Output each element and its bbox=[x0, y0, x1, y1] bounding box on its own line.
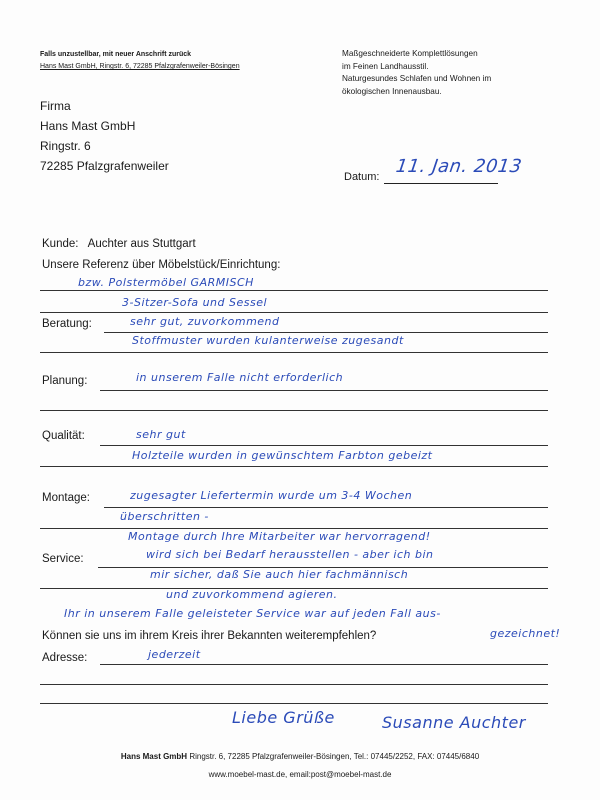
recommend-label: Können sie uns im ihrem Kreis ihrer Bekannten weiterempfehlen? bbox=[42, 630, 377, 642]
customer-label bbox=[42, 238, 196, 250]
consulting-value: Stoffmuster wurden kulanterweise zugesandt bbox=[132, 334, 404, 347]
greeting: Liebe Grüße bbox=[232, 708, 335, 727]
date-value: 11. Jan. 2013 bbox=[394, 156, 524, 177]
consulting-label: Beratung: bbox=[42, 318, 92, 330]
reference-value: bzw. Polstermöbel GARMISCH bbox=[78, 276, 254, 289]
form-rule bbox=[40, 528, 548, 529]
service-value: und zuvorkommend agieren. bbox=[166, 588, 338, 601]
date-rule bbox=[384, 183, 498, 184]
tagline-line: Naturgesundes Schlafen und Wohnen im bbox=[342, 74, 492, 83]
service-label: Service: bbox=[42, 553, 84, 565]
form-rule bbox=[40, 703, 548, 704]
tagline-line: Maßgeschneiderte Komplettlösungen bbox=[342, 49, 478, 58]
return-address: Hans Mast GmbH, Ringstr. 6, 72285 Pfalzgrafenweiler-Bösingen bbox=[40, 63, 240, 70]
customer-label-text: Kunde: bbox=[42, 238, 79, 250]
summary-value: gezeichnet! bbox=[490, 627, 561, 640]
quality-value: sehr gut bbox=[136, 428, 186, 441]
reference-value: 3-Sitzer-Sofa und Sessel bbox=[122, 296, 268, 309]
footer-address: Ringstr. 6, 72285 Pfalzgrafenweiler-Bösingen, Tel.: 07445/2252, FAX: 07445/6840 bbox=[189, 752, 480, 761]
footer-company: Hans Mast GmbH bbox=[120, 752, 188, 761]
form-rule bbox=[100, 664, 548, 665]
recipient-address bbox=[40, 96, 169, 176]
quality-value: Holzteile wurden in gewünschtem Farbton gebeizt bbox=[132, 449, 433, 462]
address-label: Adresse: bbox=[42, 652, 88, 664]
form-rule bbox=[40, 312, 548, 313]
form-rule bbox=[104, 332, 548, 333]
reference-label: Unsere Referenz über Möbelstück/Einrichtung: bbox=[42, 259, 281, 271]
recipient-line: Firma bbox=[40, 99, 71, 113]
tagline bbox=[342, 48, 491, 98]
form-rule bbox=[40, 466, 548, 467]
customer-value: Auchter aus Stuttgart bbox=[87, 238, 196, 250]
service-value: mir sicher, daß Sie auch hier fachmännisch bbox=[150, 568, 409, 581]
footer-company-line bbox=[0, 752, 600, 761]
form-rule bbox=[104, 507, 548, 508]
footer-web: www.moebel-mast.de, email:post@moebel-mast.de bbox=[208, 770, 392, 779]
recipient-line: Ringstr. 6 bbox=[40, 139, 91, 153]
return-note: Falls unzustellbar, mit neuer Anschrift zurück bbox=[40, 51, 192, 58]
assembly-value: überschritten - bbox=[120, 510, 209, 523]
form-rule bbox=[100, 390, 548, 391]
assembly-label: Montage: bbox=[42, 492, 90, 504]
form-rule bbox=[40, 290, 548, 291]
form-rule bbox=[40, 410, 548, 411]
signature: Susanne Auchter bbox=[382, 713, 526, 732]
quality-label: Qualität: bbox=[42, 430, 85, 442]
recipient-line: 72285 Pfalzgrafenweiler bbox=[40, 159, 169, 173]
planning-value: in unserem Falle nicht erforderlich bbox=[136, 371, 344, 384]
consulting-value: sehr gut, zuvorkommend bbox=[130, 315, 280, 328]
service-value: wird sich bei Bedarf herausstellen - aber ich bin bbox=[146, 548, 434, 561]
date-label: Datum: bbox=[344, 171, 380, 183]
tagline-line: im Feinen Landhausstil. bbox=[342, 61, 429, 71]
form-rule bbox=[40, 684, 548, 685]
summary-value: Ihr in unserem Falle geleisteter Service war auf jeden Fall aus- bbox=[64, 607, 441, 620]
tagline-line: ökologischen Innenausbau. bbox=[342, 86, 442, 96]
recipient-line: Hans Mast GmbH bbox=[40, 119, 136, 133]
assembly-value: Montage durch Ihre Mitarbeiter war hervorragend! bbox=[128, 530, 431, 543]
assembly-value: zugesagter Liefertermin wurde um 3-4 Wochen bbox=[130, 489, 413, 502]
form-rule bbox=[100, 445, 548, 446]
address-value: jederzeit bbox=[148, 648, 201, 661]
form-rule bbox=[40, 352, 548, 353]
planning-label: Planung: bbox=[42, 375, 88, 387]
